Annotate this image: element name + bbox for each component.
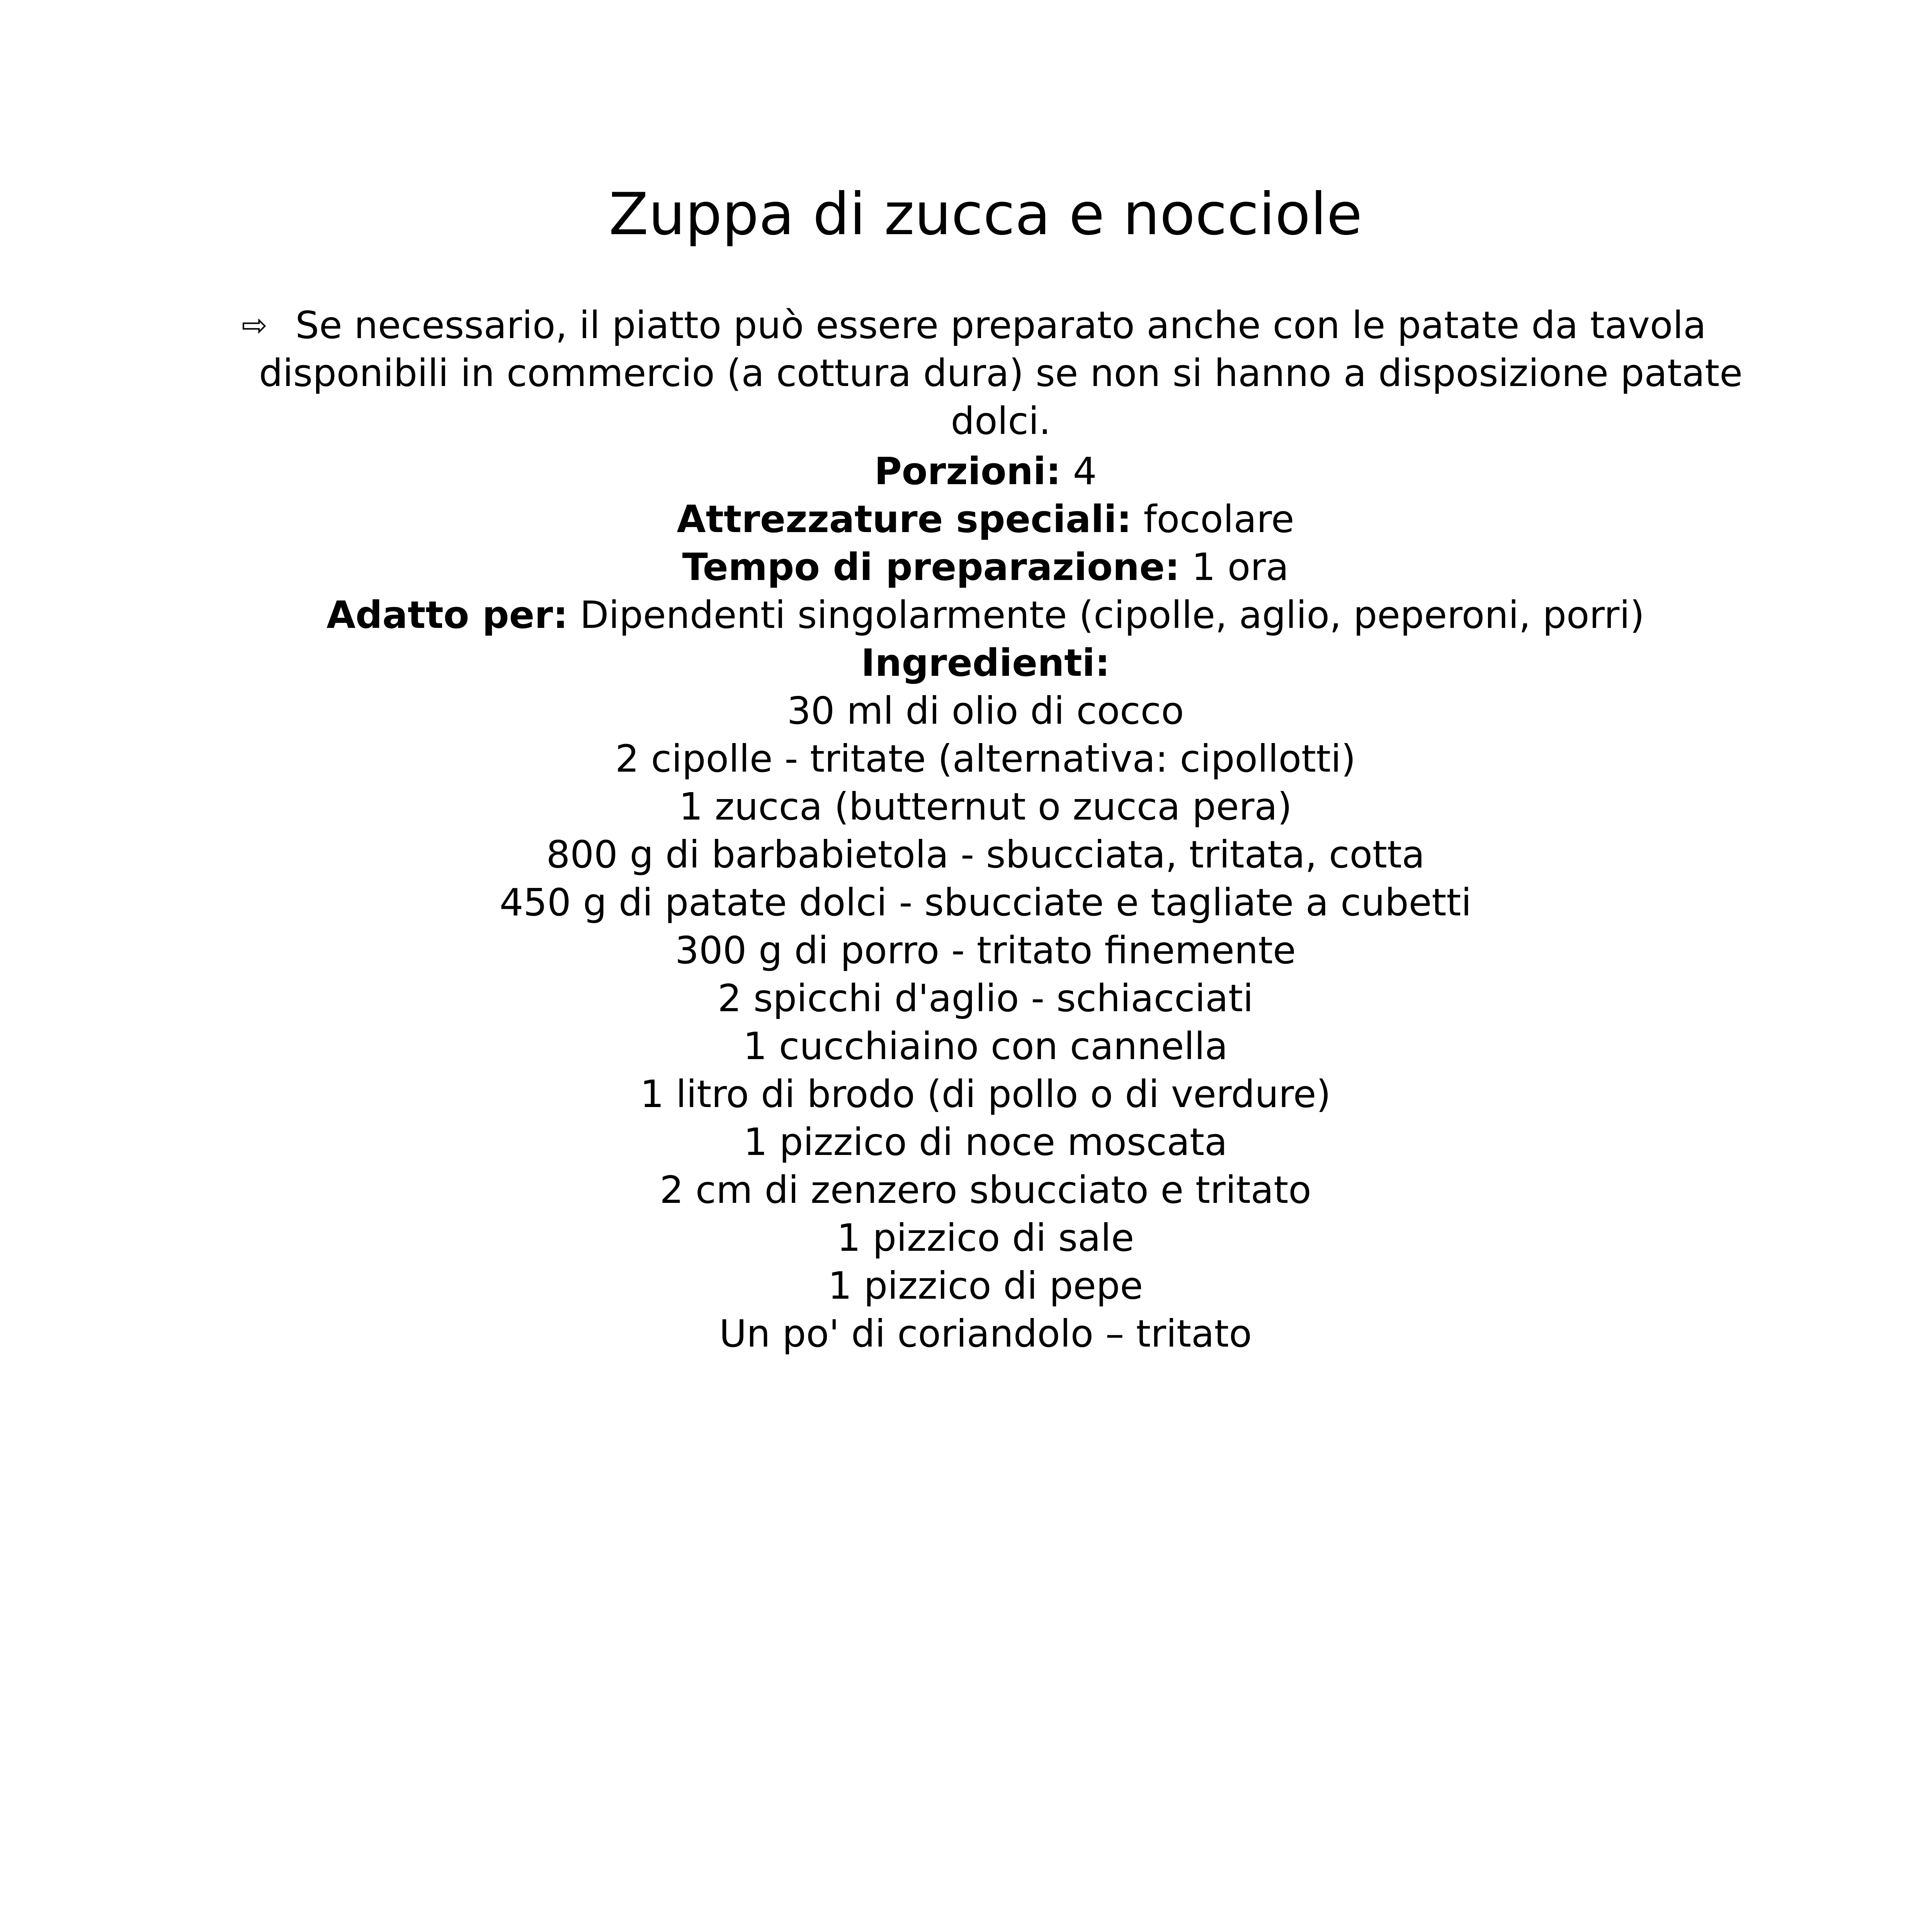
servings-label: Porzioni: xyxy=(874,449,1061,493)
ingredient-item: 300 g di porro - tritato finemente xyxy=(675,929,1296,972)
recipe-details xyxy=(0,447,1932,1358)
ingredient-item: 800 g di barbabietola - sbucciata, tritata, cotta xyxy=(546,833,1425,876)
equipment-label: Attrezzature speciali: xyxy=(677,497,1132,541)
ingredients-heading: Ingredienti: xyxy=(861,641,1110,685)
ingredient-item: 450 g di patate dolci - sbucciate e tagliate a cubetti xyxy=(499,881,1472,924)
note-text: Se necessario, il piatto può essere preparato anche con le patate da tavola disponibili in commercio (a cottura dura) se non si hanno a disposizione patate dolci. xyxy=(259,303,1743,443)
ingredient-item: 1 zucca (butternut o zucca pera) xyxy=(679,785,1292,828)
ingredient-item: 1 cucchiaino con cannella xyxy=(743,1024,1228,1068)
recipe-note xyxy=(232,301,1770,445)
prep-time-line xyxy=(0,543,1932,591)
equipment-value: focolare xyxy=(1143,497,1294,541)
suitable-for-label: Adatto per: xyxy=(326,593,568,637)
ingredient-item: 30 ml di olio di cocco xyxy=(787,689,1184,733)
ingredient-item: 2 cm di zenzero sbucciato e tritato xyxy=(660,1168,1311,1212)
prep-time-label: Tempo di preparazione: xyxy=(682,545,1180,589)
servings-value: 4 xyxy=(1073,449,1097,493)
ingredient-item: 1 litro di brodo (di pollo o di verdure) xyxy=(640,1072,1331,1116)
suitable-for-line xyxy=(0,591,1932,639)
recipe-title: Zuppa di zucca e nocciole xyxy=(609,181,1362,248)
ingredient-item: Un po' di coriandolo – tritato xyxy=(719,1312,1252,1355)
servings-line xyxy=(0,447,1932,495)
right-arrow-outline-icon: ⇨ xyxy=(242,307,268,343)
ingredient-item: 1 pizzico di sale xyxy=(837,1216,1134,1260)
ingredient-item: 1 pizzico di pepe xyxy=(828,1264,1143,1308)
ingredient-item: 2 spicchi d'aglio - schiacciati xyxy=(718,976,1253,1020)
suitable-for-value: Dipendenti singolarmente (cipolle, aglio, peperoni, porri) xyxy=(580,593,1645,637)
ingredient-item: 2 cipolle - tritate (alternativa: cipollotti) xyxy=(615,737,1356,781)
equipment-line xyxy=(0,495,1932,543)
prep-time-value: 1 ora xyxy=(1192,545,1289,589)
ingredient-item: 1 pizzico di noce moscata xyxy=(743,1120,1228,1164)
